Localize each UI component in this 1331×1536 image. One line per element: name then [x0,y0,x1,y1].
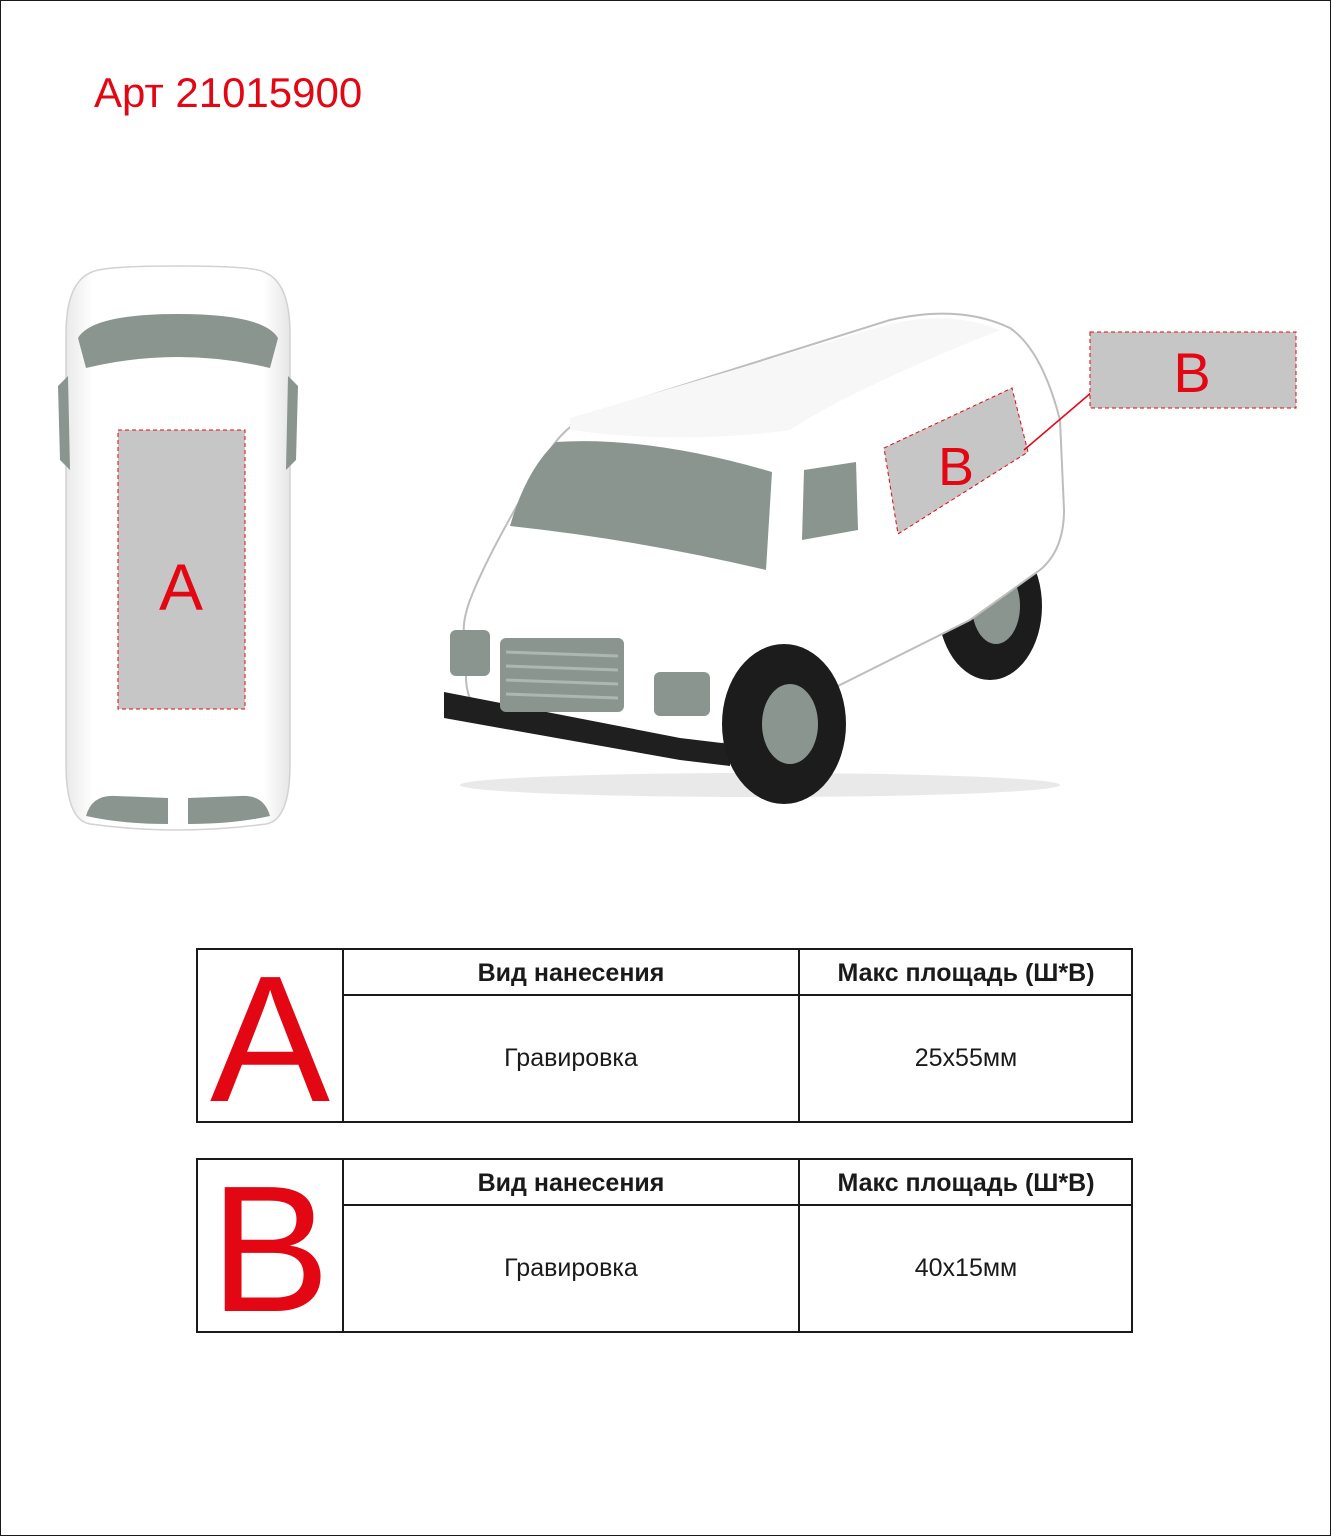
van-headlight-right [654,672,710,716]
van-side-window [802,462,858,540]
column-header-area: Макс площадь (Ш*В) [800,1160,1132,1206]
van-side-view [430,300,1310,810]
van-top-mirror-left [58,376,70,470]
van-top-view [52,264,304,832]
zone-letter-cell [198,939,344,1140]
van-front-hub [762,684,818,764]
method-value: Гравировка [344,996,800,1121]
spec-table-a [196,939,1133,1140]
method-value: Гравировка [344,1206,800,1331]
van-top-mirror-right [286,376,298,470]
print-zone-a-label: A [158,550,204,624]
column-header-method: Вид нанесения [344,950,800,996]
column-header-area: Макс площадь (Ш*В) [800,950,1132,996]
zone-letter-cell [198,1149,344,1350]
spec-table-b [196,1149,1133,1350]
article-number: Арт 21015900 [94,69,363,116]
area-value: 40x15мм [914,1254,1018,1282]
area-value: 25x55мм [914,1044,1018,1072]
zone-letter: B [209,1149,331,1350]
print-zone-b-callout-label: B [1173,341,1211,404]
column-header-method: Вид нанесения [344,1160,800,1206]
print-zone-b-label: B [937,437,975,497]
van-grille [500,638,624,712]
van-headlight-left [450,630,490,676]
zone-letter: A [209,939,331,1140]
